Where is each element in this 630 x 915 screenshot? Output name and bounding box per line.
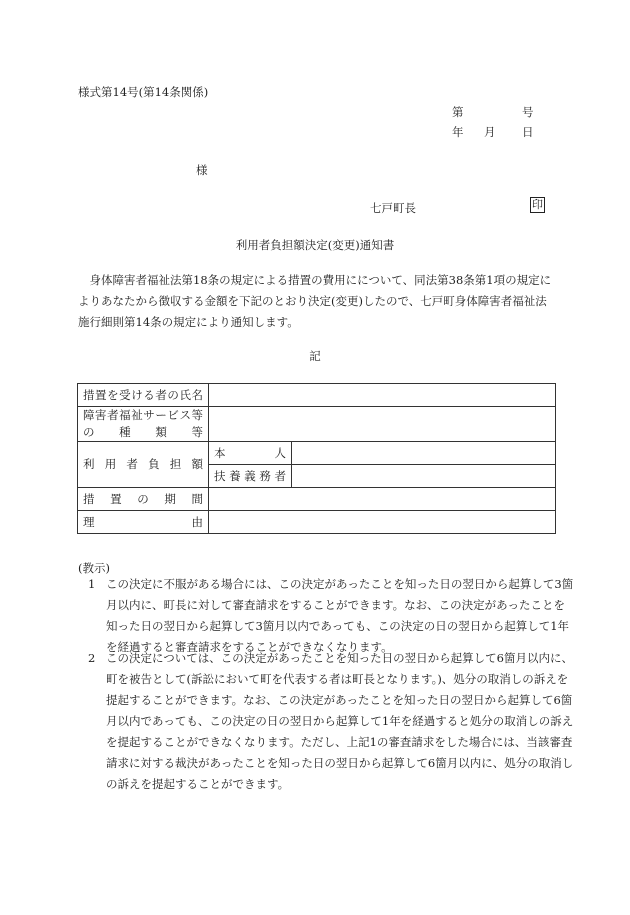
info-table [77,383,556,534]
body-paragraph: 身体障害者福祉法第18条の規定による措置の費用にについて、同法第38条第1項の規定によりあなたから徴収する金額を下記のとおり決定(変更)したので、七戸町身体障害者福祉法施行細則第14条の規定により通知します。 [78,273,552,329]
notice-item-1-text: この決定に不服がある場合には、この決定があったことを知った日の翌日から起算して3箇月以内に、町長に対して審査請求をすることができます。なお、この決定があったことを知った日の翌日から起算して3箇月以内であっても、この決定の日の翌日から起算して1年を経過すると審査請求をすることができなくなります。 [106,577,574,654]
label-period: 措置の期間 [78,488,209,511]
value-period [209,488,556,511]
label-self: 本人 [209,442,292,465]
value-service-type [209,407,556,442]
table-row [78,511,556,534]
seal-mark: 印 [532,198,543,211]
value-dependent-obligor [292,465,556,488]
notice-item-2 [88,648,574,795]
document-title: 利用者負担額決定(変更)通知書 [235,238,395,252]
notice-item-2-number: 2 [88,651,96,665]
doc-number-go: 号 [522,105,534,119]
notice-item-1 [88,574,574,658]
label-service-type: 障害者福祉サービス等の種類等 [78,407,209,442]
notice-heading: (教示) [78,561,110,575]
notice-item-2-text: この決定については、この決定があったことを知った日の翌日から起算して6箇月以内に、町を被告として(訴訟において町を代表する者は町長となります。)、処分の取消しの訴えを提起することができます。なお、この決定があったことを知った日の翌日から起算して6箇月以内であっても、この決定の日の翌日から起算して1年を経過すると処分の取消しの訴えを提起することができなくなります。ただし、上記1の審査請求をした場合には、当該審査請求に対する裁決があったことを知った日の翌日から起算して6箇月以内に、処分の取消しの訴えを提起することができます。 [106,651,574,791]
notice-item-1-number: 1 [88,577,96,591]
date-year-label: 年 [452,125,464,139]
table-row [78,384,556,407]
label-dependent-obligor: 扶養義務者 [209,465,292,488]
value-self [292,442,556,465]
value-recipient-name [209,384,556,407]
table-row [78,488,556,511]
date-day-label: 日 [522,125,534,139]
form-number: 様式第14号(第14条関係) [78,85,209,99]
issuer-name: 七戸町長 [370,201,416,215]
doc-number-dai: 第 [452,105,464,119]
label-user-charge: 利用者負担額 [78,442,209,488]
value-reason [209,511,556,534]
label-recipient-name: 措置を受ける者の氏名 [78,384,209,407]
label-reason: 理由 [78,511,209,534]
table-row [78,442,556,465]
table-row [78,407,556,442]
recipient-honorific: 様 [196,163,208,177]
ki-heading: 記 [309,349,321,363]
date-month-label: 月 [484,125,496,139]
